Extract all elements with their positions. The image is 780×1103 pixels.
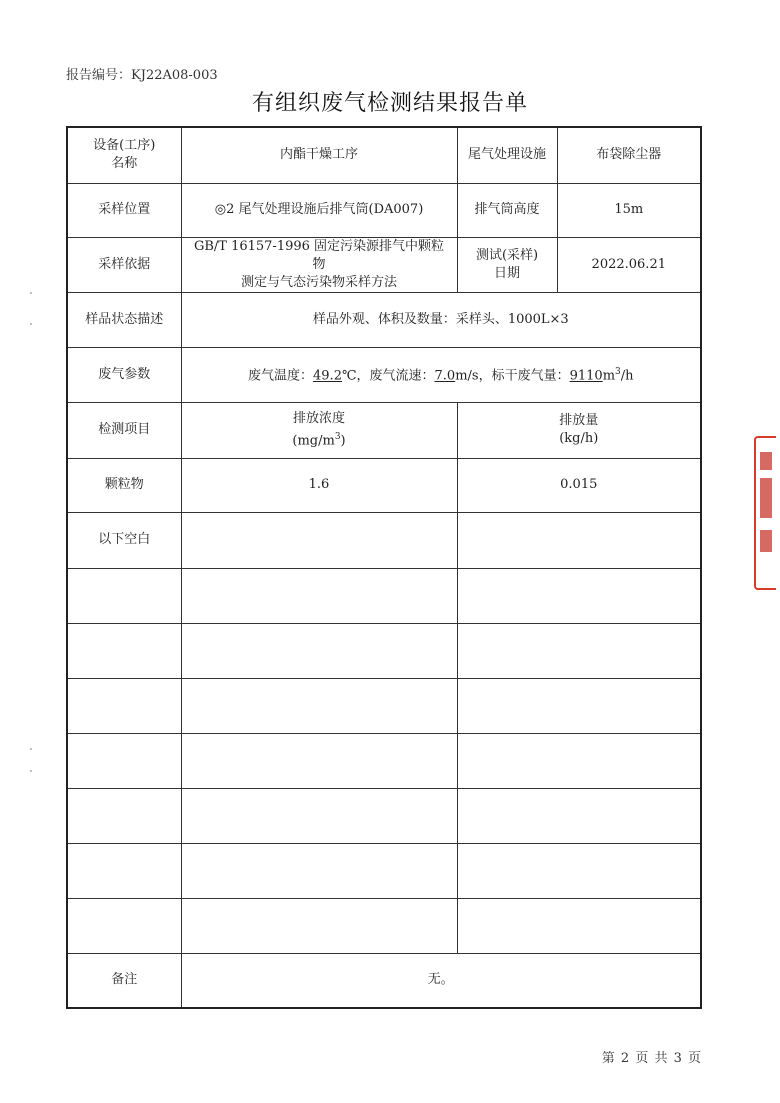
gas-label: 废气参数 — [67, 347, 181, 402]
rate-cell: 0.015 — [457, 458, 701, 512]
device-label-line2: 名称 — [111, 156, 138, 172]
report-number — [66, 64, 218, 83]
remarks-row — [67, 953, 701, 1008]
item-cell — [67, 678, 181, 733]
gas-volume-unit-sup: 3 — [615, 367, 621, 378]
item-cell — [67, 898, 181, 953]
sample-value: 样品外观、体积及数量：采样头、1000L×3 — [181, 292, 701, 347]
rate-header-line2: (kg/h) — [559, 431, 599, 446]
item-cell — [67, 568, 181, 623]
item-cell — [67, 623, 181, 678]
gas-row — [67, 347, 701, 402]
table-row — [67, 458, 701, 512]
concentration-cell — [181, 788, 457, 843]
scan-speck — [30, 770, 32, 772]
item-cell: 以下空白 — [67, 512, 181, 568]
item-cell — [67, 788, 181, 843]
rate-cell — [457, 788, 701, 843]
rate-header-line1: 排放量 — [559, 413, 599, 428]
concentration-cell — [181, 512, 457, 568]
rate-header — [457, 402, 701, 458]
remarks-value: 无。 — [181, 953, 701, 1008]
page-number: 第 2 页 共 3 页 — [601, 1051, 702, 1066]
rate-cell — [457, 568, 701, 623]
location-label: 采样位置 — [67, 183, 181, 237]
basis-label: 采样依据 — [67, 237, 181, 292]
device-label-line1: 设备(工序) — [93, 138, 156, 154]
gas-speed-unit: m/s，标干废气量： — [455, 368, 570, 384]
concentration-header-line1: 排放浓度 — [293, 410, 346, 426]
concentration-unit-sup: 3 — [334, 431, 341, 442]
date-value: 2022.06.21 — [557, 237, 701, 292]
page-title: 有组织废气检测结果报告单 — [251, 91, 528, 116]
device-label — [67, 127, 181, 183]
table-row — [67, 733, 701, 788]
gas-speed-value: 7.0 — [434, 368, 456, 384]
location-value: ◎2 尾气处理设施后排气筒(DA007) — [181, 183, 457, 237]
gas-temp-unit: ℃，废气流速： — [341, 368, 435, 384]
scan-speck — [30, 292, 32, 294]
concentration-unit-close: ) — [340, 433, 346, 449]
device-row — [67, 127, 701, 183]
rate-cell — [457, 733, 701, 788]
table-row — [67, 788, 701, 843]
basis-value-line1: GB/T 16157-1996 固定污染源排气中颗粒物 — [193, 238, 445, 272]
basis-value — [181, 237, 457, 292]
concentration-cell — [181, 843, 457, 898]
gas-volume-unit-1: m — [602, 368, 616, 384]
concentration-cell: 1.6 — [181, 458, 457, 512]
seal-mark — [760, 452, 772, 470]
gas-volume-value: 9110 — [569, 368, 603, 384]
report-number-value: KJ22A08-003 — [131, 68, 218, 83]
gas-temp-value: 49.2 — [313, 368, 342, 384]
date-label-line2: 日期 — [494, 265, 521, 281]
item-header: 检测项目 — [67, 402, 181, 458]
date-label-line1: 测试(采样) — [475, 247, 539, 263]
seal-mark — [760, 530, 772, 552]
table-row — [67, 568, 701, 623]
treatment-value: 布袋除尘器 — [557, 127, 701, 183]
report-number-label: 报告编号： — [66, 68, 132, 83]
concentration-cell — [181, 733, 457, 788]
item-cell — [67, 733, 181, 788]
item-cell: 颗粒物 — [67, 458, 181, 512]
date-label — [457, 237, 557, 292]
concentration-unit: (mg/m — [292, 433, 335, 449]
gas-temp-label: 废气温度： — [248, 368, 314, 384]
treatment-label: 尾气处理设施 — [457, 127, 557, 183]
rate-cell — [457, 512, 701, 568]
concentration-header-line2 — [188, 428, 451, 450]
table-row — [67, 678, 701, 733]
basis-value-line2: 测定与气态污染物采样方法 — [241, 274, 398, 290]
results-header-row — [67, 402, 701, 458]
report-table — [66, 126, 702, 1009]
sample-row — [67, 292, 701, 347]
concentration-header — [181, 402, 457, 458]
rate-cell — [457, 623, 701, 678]
remarks-label: 备注 — [67, 953, 181, 1008]
stack-height-value: 15m — [557, 183, 701, 237]
stack-height-label: 排气筒高度 — [457, 183, 557, 237]
table-row — [67, 843, 701, 898]
table-row — [67, 898, 701, 953]
scan-speck — [30, 748, 32, 750]
concentration-cell — [181, 568, 457, 623]
gas-volume-unit-2: /h — [620, 368, 634, 384]
rate-cell — [457, 843, 701, 898]
device-value: 内酯干燥工序 — [181, 127, 457, 183]
sample-label: 样品状态描述 — [67, 292, 181, 347]
concentration-cell — [181, 623, 457, 678]
table-row — [67, 623, 701, 678]
concentration-cell — [181, 898, 457, 953]
basis-row — [67, 237, 701, 292]
item-cell — [67, 843, 181, 898]
gas-params — [181, 347, 701, 402]
rate-cell — [457, 678, 701, 733]
seal-mark — [760, 478, 772, 518]
scan-speck — [30, 323, 32, 325]
location-row — [67, 183, 701, 237]
table-row — [67, 512, 701, 568]
concentration-cell — [181, 678, 457, 733]
rate-cell — [457, 898, 701, 953]
